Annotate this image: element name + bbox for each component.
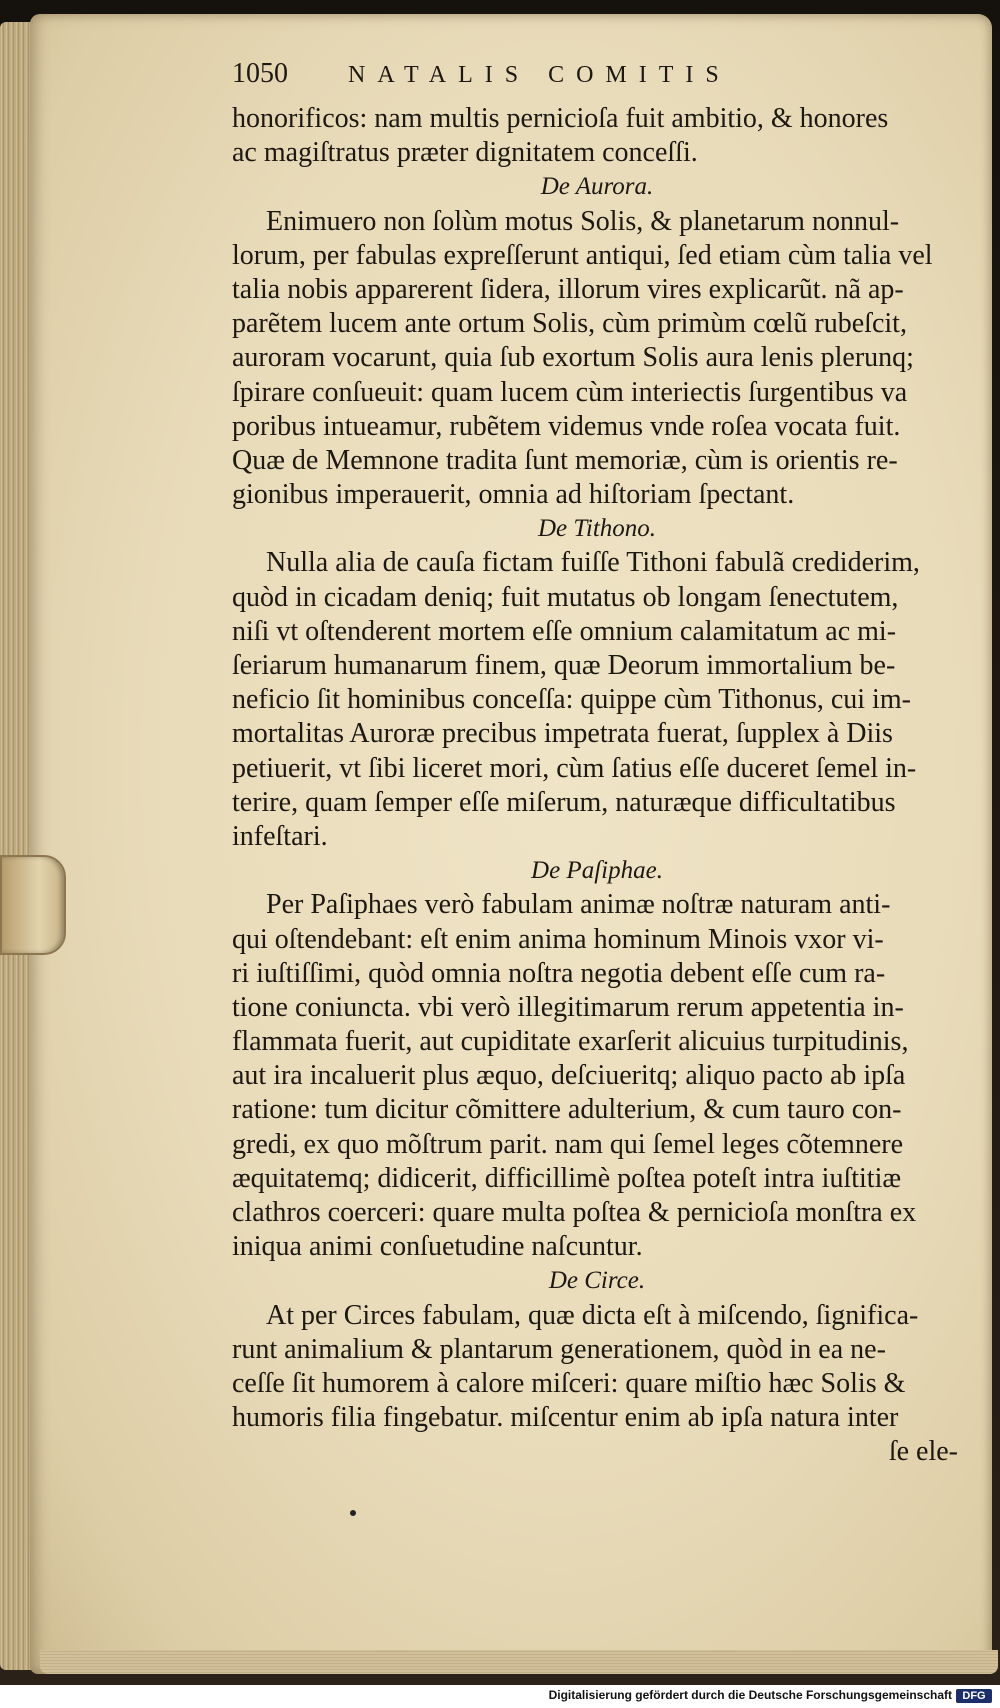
text-line: aut ira incaluerit plus æquo, deſciueritq; aliquo pacto ab ipſa (232, 1060, 906, 1092)
dfg-logo: DFG (956, 1689, 992, 1703)
text-line: quòd in cicadam deniq; fuit mutatus ob longam ſenectutem, (232, 581, 899, 613)
text-line: At per Circes fabulam, quæ dicta eſt à miſcendo, ſignifica- (266, 1299, 919, 1331)
text-line: ſeriarum humanarum finem, quæ Deorum immortalium be- (232, 650, 896, 681)
page-bottom-edge (40, 1650, 998, 1674)
text-line: Enimuero non ſolùm motus Solis, & planetarum nonnul- (266, 205, 900, 237)
text-line: ri iuſtiſſimi, quòd omnia noſtra negotia debent eſſe cum ra- (232, 957, 886, 989)
text-line: petiuerit, vt ſibi liceret mori, cùm ſatius eſſe duceret ſemel in- (232, 752, 917, 784)
section-heading: De Circe. (548, 1267, 646, 1295)
text-line: ac magiſtratus præter dignitatem conceſſi. (232, 137, 698, 169)
text-line: neficio ſit hominibus conceſſa: quippe cùm Tithonus, cui im- (232, 684, 911, 716)
text-line: infeſtari. (232, 820, 328, 852)
text-line: flammata fuerit, aut cupiditate exarſerit alicuius turpitudinis, (232, 1026, 909, 1058)
text-line: qui oſtendebant: eſt enim anima hominum Minois vxor vi- (232, 923, 884, 955)
text-line: honorificos: nam multis pernicioſa fuit ambitio, & honores (232, 103, 889, 134)
text-line: clathros coerceri: quare multa poſtea & pernicioſa monſtra ex (232, 1197, 917, 1228)
text-line: auroram vocarunt, quia ſub exortum Solis aura lenis plerunq; (232, 342, 914, 374)
funding-notice: Digitalisierung gefördert durch die Deutsche Forschungsgemeinschaft (548, 1688, 952, 1702)
page-text-block (232, 58, 962, 1470)
section-heading: De Aurora. (540, 173, 654, 201)
catchword: ſe ele- (888, 1436, 958, 1468)
text-line: iniqua animi conſuetudine naſcuntur. (232, 1231, 643, 1263)
text-line: ceſſe ſit humorem à calore miſceri: quare miſtio hæc Solis & (232, 1367, 906, 1399)
text-line: Quæ de Memnone tradita ſunt memoriæ, cùm is orientis re- (232, 444, 898, 476)
text-line: æquitatemq; didicerit, difficillimè poſtea poteſt intra iuſtitiæ (232, 1162, 902, 1194)
page-number: 1050 (232, 58, 288, 89)
book-clasp (0, 855, 66, 955)
text-line: Nulla alia de cauſa fictam fuiſſe Tithoni fabulã crediderim, (266, 547, 920, 579)
text-line: ratione: tum dicitur cõmittere adulterium, & cum tauro con- (232, 1094, 902, 1126)
text-line: niſi vt oſtenderent mortem eſſe omnium calamitatum ac mi- (232, 615, 897, 647)
text-line: gionibus imperauerit, omnia ad hiſtoriam ſpectant. (232, 479, 795, 511)
text-line: talia nobis apparerent ſidera, illorum vires explicarũt. nã ap- (232, 273, 904, 305)
text-line: terire, quam ſemper eſſe miſerum, naturæque difficultatibus (232, 786, 896, 818)
running-head (232, 58, 962, 102)
running-title: NATALIS COMITIS (348, 62, 731, 88)
text-line: ſpirare conſueuit: quam lucem cùm interiectis ſurgentibus va (232, 376, 908, 408)
text-line: poribus intueamur, rubẽtem videmus vnde roſea vocata fuit. (232, 410, 901, 442)
text-line: tione coniuncta. vbi verò illegitimarum rerum appetentia in- (232, 991, 904, 1023)
ink-dot (350, 1510, 356, 1516)
text-line: gredi, ex quo mõſtrum parit. nam qui ſemel leges cõtemnere (232, 1128, 904, 1160)
text-line: humoris filia fingebatur. miſcentur enim ab ipſa natura inter (232, 1402, 899, 1434)
text-line: lorum, per fabulas expreſſerunt antiqui, ſed etiam cùm talia vel (232, 239, 933, 271)
text-line: parẽtem lucem ante ortum Solis, cùm primùm cœlũ rubeſcit, (232, 308, 907, 340)
section-heading: De Tithono. (537, 515, 657, 543)
text-line: runt animalium & plantarum generationem, quòd in ea ne- (232, 1333, 886, 1365)
section-heading: De Paſiphae. (531, 857, 663, 885)
text-lines (232, 102, 962, 1435)
text-line: Per Paſiphaes verò fabulam animæ noſtræ naturam anti- (266, 889, 891, 921)
text-line: mortalitas Auroræ precibus impetrata fuerat, ſupplex à Diis (232, 718, 893, 750)
